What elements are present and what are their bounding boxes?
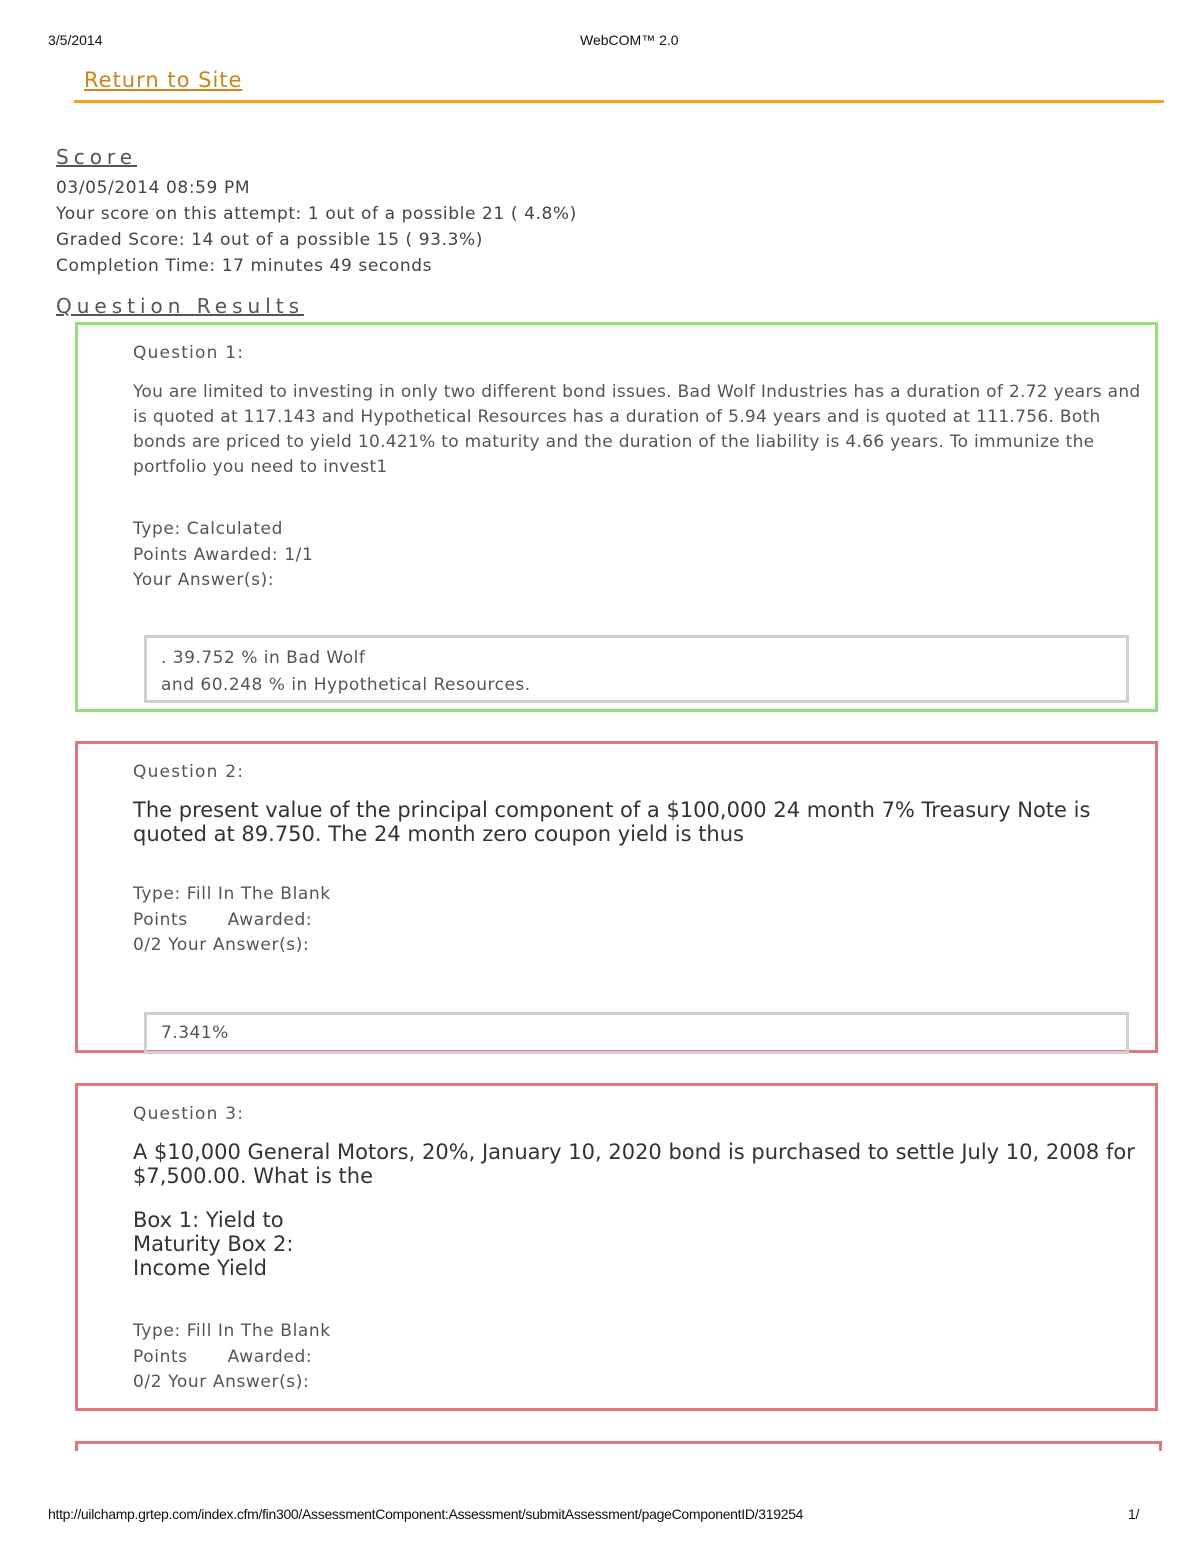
graded-score: Graded Score: 14 out of a possible 15 ( 93.3%) <box>56 230 483 250</box>
question-text: A $10,000 General Motors, 20%, January 10, 2020 bond is purchased to settle July 10, 2008 for $7,500.00. What is the <box>133 1140 1135 1188</box>
answer-line: 7.341% <box>161 1023 229 1043</box>
question-meta <box>133 517 313 594</box>
print-url: http://uilchamp.grtep.com/index.cfm/fin300/AssessmentComponent:Assessment/submitAssessment/pageComponentID/319254 <box>48 1506 804 1522</box>
question-text: You are limited to investing in only two different bond issues. Bad Wolf Industries has a duration of 2.72 years and is quoted at 117.143 and Hypothetical Resources has a duration of 5.94 years and is quoted at 111.756. Both bonds are priced to yield 10.421% to maturity and the duration of the liability is 4.66 years. To immunize the portfolio you need to invest1 <box>133 382 1141 477</box>
box-labels <box>133 1208 1143 1280</box>
answer-box <box>144 635 1129 703</box>
print-title: WebCOM™ 2.0 <box>580 32 679 48</box>
points-awarded: Points Awarded: <box>133 909 313 930</box>
box-label-line: Box 1: Yield to <box>133 1208 284 1232</box>
question-label: Question 1: <box>133 343 245 363</box>
question-text: The present value of the principal component of a $100,000 24 month 7% Treasury Note is quoted at 89.750. The 24 month zero coupon yield is thus <box>133 798 1091 846</box>
question-results-heading: Question Results <box>56 294 305 318</box>
points-awarded: Points Awarded: <box>133 1346 313 1367</box>
question-type: Type: Fill In The Blank <box>133 1321 331 1341</box>
score-heading: Score <box>56 145 138 169</box>
answer-line: . 39.752 % in Bad Wolf <box>161 648 366 668</box>
question-card-2 <box>75 741 1158 1053</box>
box-label-line: Income Yield <box>133 1256 267 1280</box>
completion-time: Completion Time: 17 minutes 49 seconds <box>56 256 433 276</box>
question-meta <box>133 1319 331 1396</box>
score-datetime: 03/05/2014 08:59 PM <box>56 178 251 198</box>
print-date: 3/5/2014 <box>48 32 103 48</box>
question-type: Type: Calculated <box>133 519 283 539</box>
score-and-answer-label: 0/2 Your Answer(s): <box>133 935 310 955</box>
question-card-4-partial <box>75 1441 1162 1451</box>
your-answer-label: Your Answer(s): <box>133 570 275 590</box>
answer-line: and 60.248 % in Hypothetical Resources. <box>161 675 531 695</box>
return-to-site-link[interactable]: Return to Site <box>84 68 243 92</box>
question-type: Type: Fill In The Blank <box>133 884 331 904</box>
question-label: Question 3: <box>133 1104 245 1124</box>
question-label: Question 2: <box>133 762 245 782</box>
header-divider <box>74 100 1164 103</box>
points-awarded: Points Awarded: 1/1 <box>133 544 314 565</box>
question-card-3 <box>75 1083 1158 1411</box>
question-meta <box>133 882 331 959</box>
page-number: 1/ <box>1128 1506 1140 1522</box>
score-and-answer-label: 0/2 Your Answer(s): <box>133 1372 310 1392</box>
attempt-score: Your score on this attempt: 1 out of a possible 21 ( 4.8%) <box>56 204 577 224</box>
answer-box <box>144 1012 1129 1054</box>
box-label-line: Maturity Box 2: <box>133 1232 294 1256</box>
question-card-1 <box>75 322 1158 712</box>
